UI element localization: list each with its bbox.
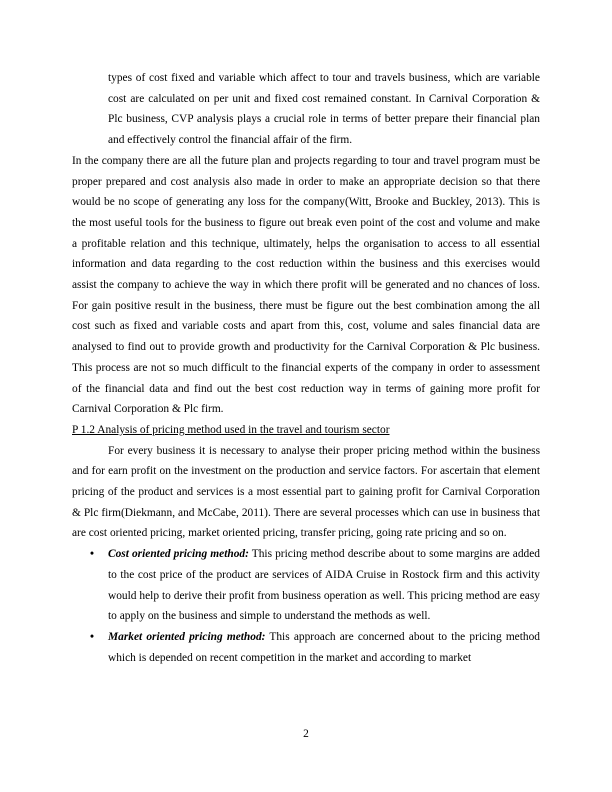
- description-market-oriented: This approach are concerned about to the pricing method which is depended on recent competition in the market and according to market: [108, 630, 540, 664]
- body-text: [72, 68, 540, 668]
- term-market-oriented: Market oriented pricing method:: [108, 630, 266, 643]
- description-cost-oriented: This pricing method describe about to some margins are added to the cost price of the product are services of AIDA Cruise in Rostock firm and this activity would help to derive their profit from business operation as well. This pricing method are easy to apply on the business and simple to understand the methods as well.: [108, 548, 540, 623]
- page-number: 2: [303, 728, 309, 740]
- paragraph-pricing-intro: For every business it is necessary to analyse their proper pricing method within the business and for earn profit on the investment on the production and service factors. For ascertain that element pricing of the product and services is a most essential part to gaining profit for Carnival Corporation & Plc firm(Diekmann, and McCabe, 2011). There are several processes which can use in business that are cost oriented pricing, market oriented pricing, transfer pricing, going rate pricing and so on.: [72, 444, 540, 540]
- list-item-cost-oriented: [72, 544, 540, 627]
- term-cost-oriented: Cost oriented pricing method:: [108, 548, 249, 561]
- bullet-icon: •: [90, 630, 94, 643]
- paragraph-intro-continued: types of cost fixed and variable which affect to tour and travels business, which are variable cost are calculated on per unit and fixed cost remained constant. In Carnival Corporation & Plc business, CVP analysis plays a crucial role in terms of better prepare their financial plan and effectively control the financial affair of the firm.: [108, 72, 540, 147]
- section-heading-p12: P 1.2 Analysis of pricing method used in the travel and tourism sector: [72, 423, 390, 436]
- pricing-methods-list: [72, 544, 540, 668]
- paragraph-company-analysis: In the company there are all the future plan and projects regarding to tour and travel program must be proper prepared and cost analysis also made in order to make an appropriate decision so that there would be no scope of generating any loss for the company(Witt, Brooke and Buckley, 2013). This is the most useful tools for the business to figure out break even point of the cost and volume and make a profitable relation and this technique, ultimately, helps the organisation to access to all essential information and data regarding to the cost reduction within the business and this exercises would assist the company to achieve the way in which there profit will be generated and no chances of loss. For gain positive result in the business, there must be figure out the best combination among the all cost such as fixed and variable costs and apart from this, cost, volume and sales financial data are analysed to find out to provide growth and productivity for the Carnival Corporation & Plc business. This process are not so much difficult to the financial experts of the company in order to assessment of the financial data and find out the best cost reduction way in terms of gaining more profit for Carnival Corporation & Plc firm.: [72, 154, 540, 416]
- list-item-market-oriented: [72, 627, 540, 668]
- bullet-icon: •: [90, 548, 94, 561]
